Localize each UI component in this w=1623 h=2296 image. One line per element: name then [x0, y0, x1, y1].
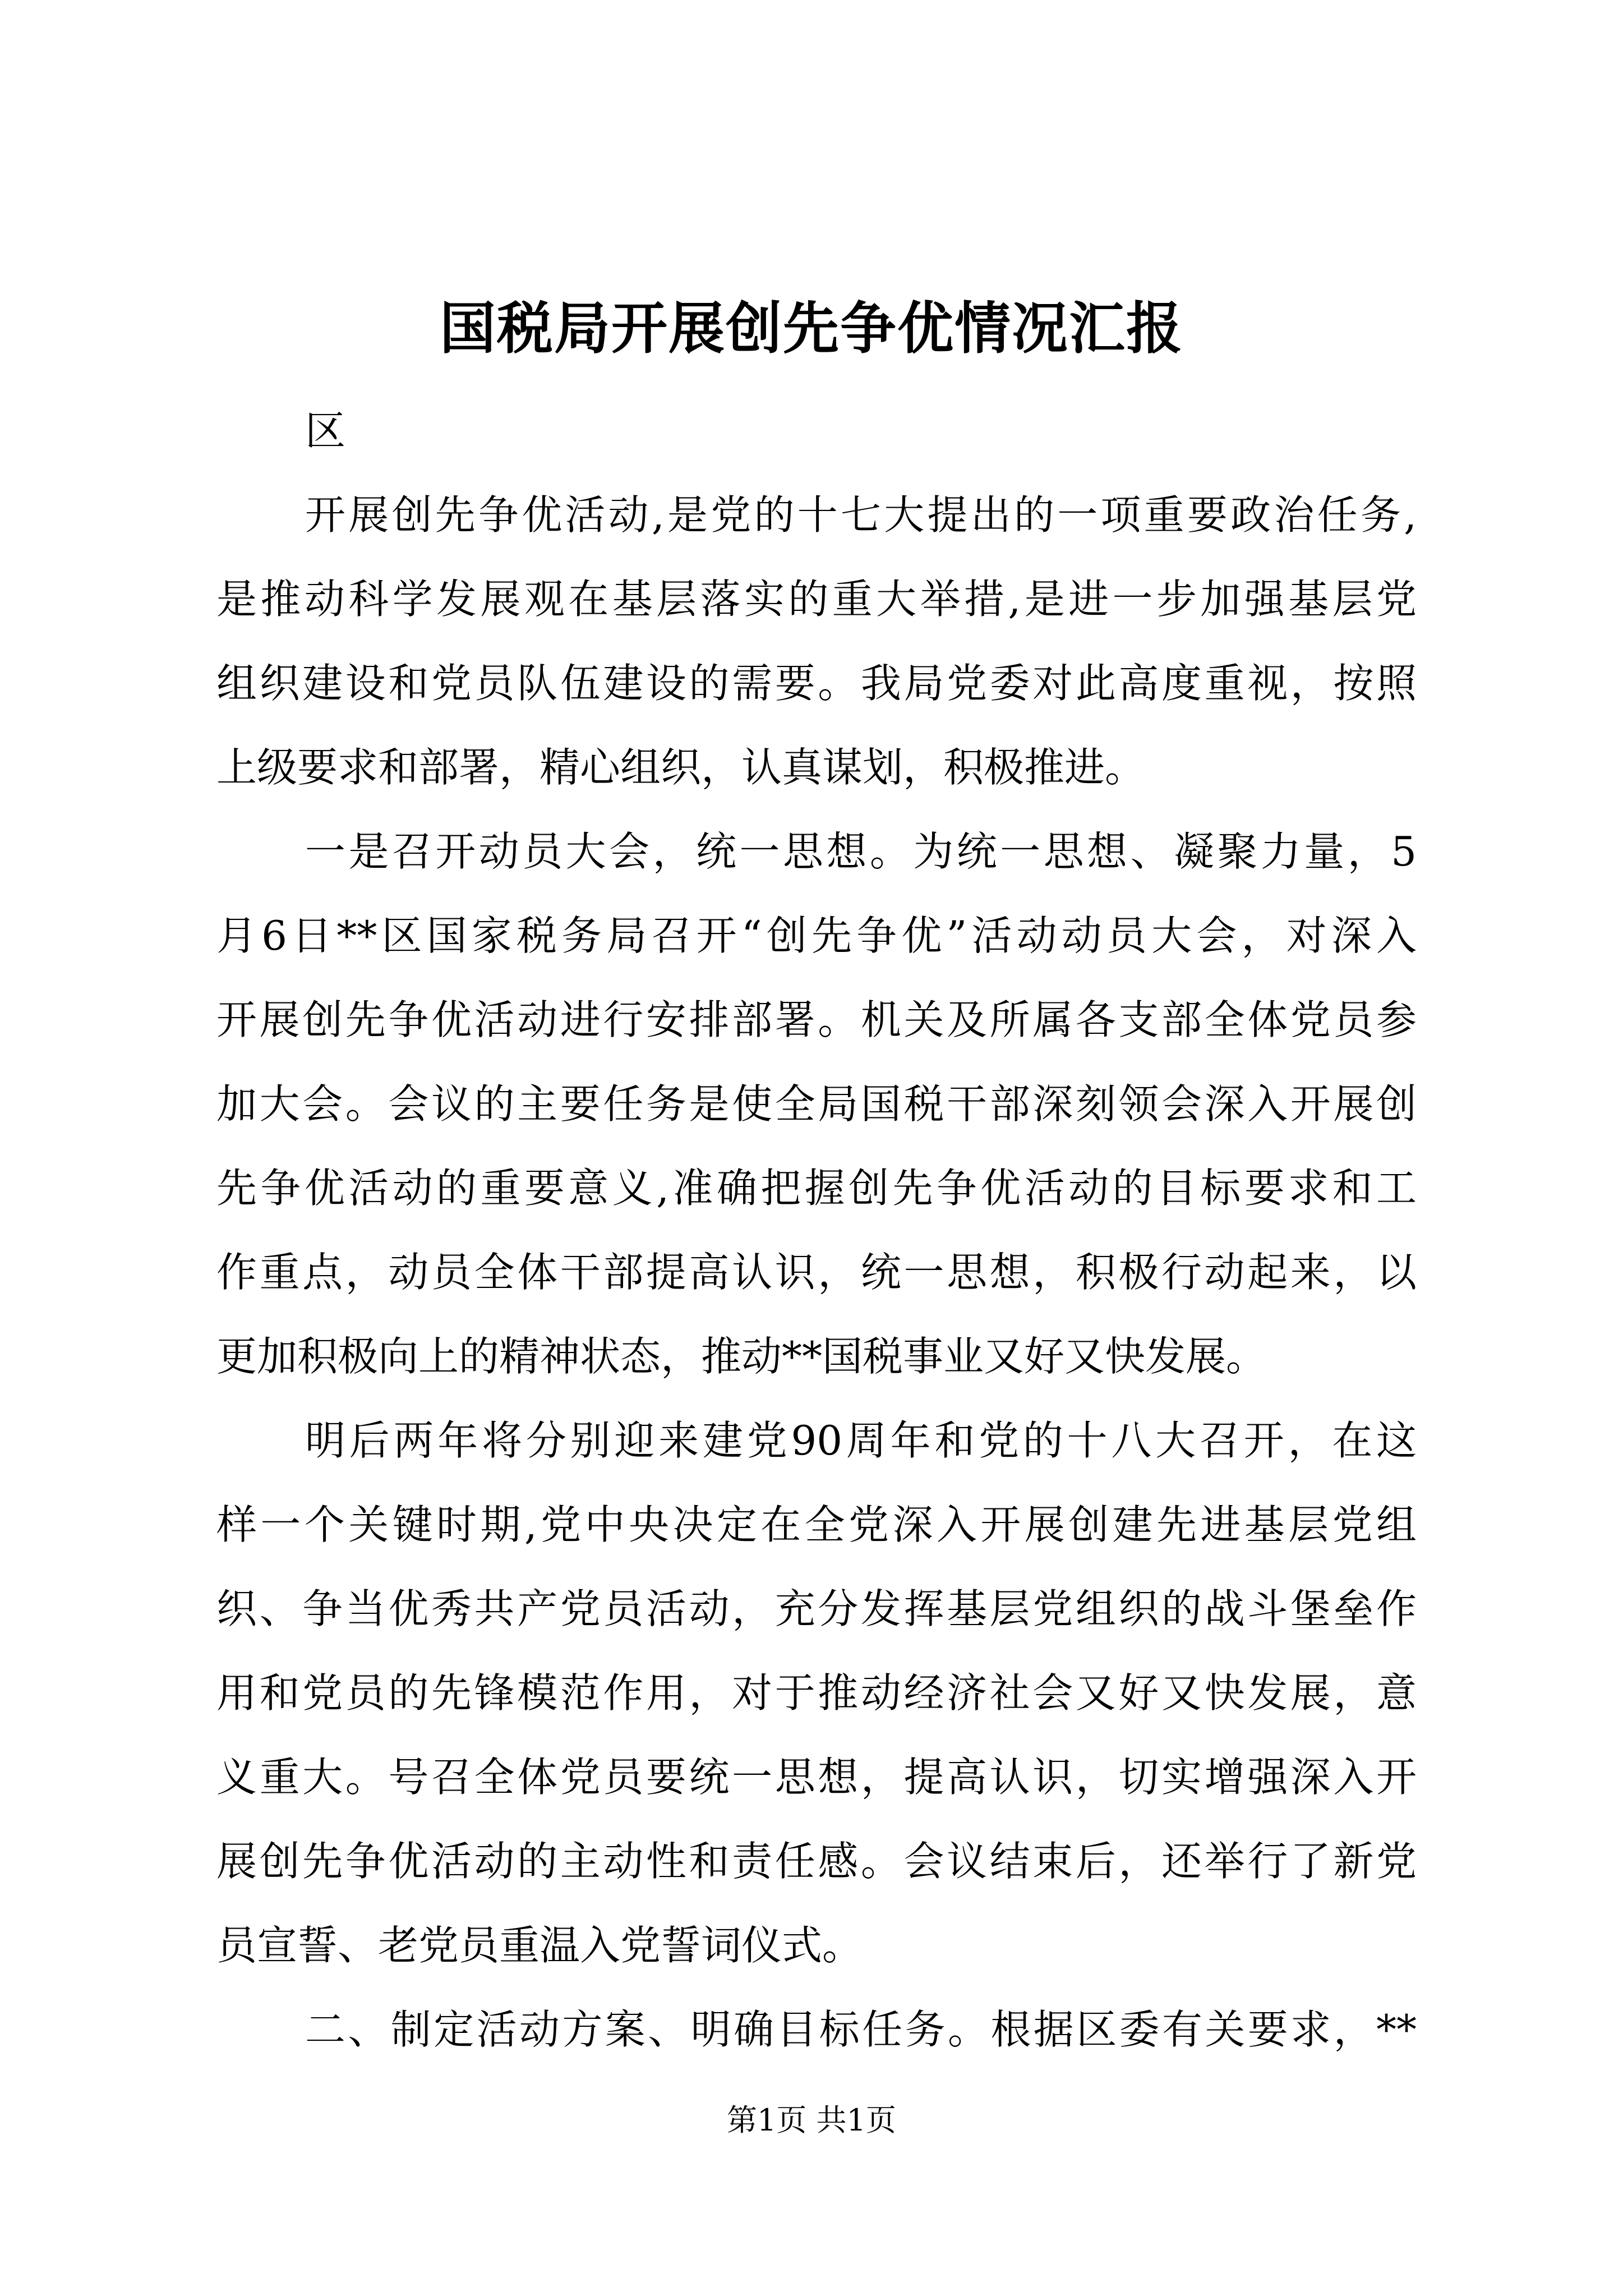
paragraph-line: 加大会。会议的主要任务是使全局国税干部深刻领会深入开展创	[216, 1080, 1417, 1128]
paragraph-line: 用和党员的先锋模范作用，对于推动经济社会又好又快发展，意	[216, 1669, 1417, 1717]
document-title: 国税局开展创先争优情况汇报	[440, 295, 1183, 361]
paragraph-line: 二、制定活动方案、明确目标任务。根据区委有关要求，**	[305, 2006, 1417, 2053]
paragraph-line: 区	[305, 407, 346, 454]
page-number-footer: 第1页 共1页	[727, 2102, 896, 2138]
paragraph-line: 开展创先争优活动进行安排部署。机关及所属各支部全体党员参	[216, 996, 1417, 1043]
paragraph-line: 样一个关键时期,党中央决定在全党深入开展创建先进基层党组	[216, 1501, 1417, 1548]
paragraph-line: 月6日**区国家税务局召开“创先争优”活动动员大会，对深入	[216, 912, 1417, 959]
paragraph-line: 更加积极向上的精神状态，推动**国税事业又好又快发展。	[216, 1333, 1267, 1380]
paragraph-line: 是推动科学发展观在基层落实的重大举措,是进一步加强基层党	[216, 576, 1417, 623]
paragraph-line: 组织建设和党员队伍建设的需要。我局党委对此高度重视，按照	[216, 660, 1417, 707]
paragraph-line: 展创先争优活动的主动性和责任感。会议结束后，还举行了新党	[216, 1838, 1417, 1885]
paragraph-line: 开展创先争优活动,是党的十七大提出的一项重要政治任务,	[305, 491, 1417, 539]
paragraph-line: 上级要求和部署，精心组织，认真谋划，积极推进。	[216, 744, 1146, 791]
paragraph-line: 先争优活动的重要意义,准确把握创先争优活动的目标要求和工	[216, 1165, 1417, 1212]
paragraph-line: 员宣誓、老党员重温入党誓词仪式。	[216, 1922, 863, 1969]
paragraph-line: 作重点，动员全体干部提高认识，统一思想，积极行动起来，以	[216, 1249, 1417, 1296]
paragraph-line: 明后两年将分别迎来建党90周年和党的十八大召开，在这	[305, 1417, 1417, 1464]
paragraph-line: 织、争当优秀共产党员活动，充分发挥基层党组织的战斗堡垒作	[216, 1585, 1417, 1632]
paragraph-line: 一是召开动员大会，统一思想。为统一思想、凝聚力量，5	[305, 828, 1417, 875]
paragraph-line: 义重大。号召全体党员要统一思想，提高认识，切实增强深入开	[216, 1754, 1417, 1801]
